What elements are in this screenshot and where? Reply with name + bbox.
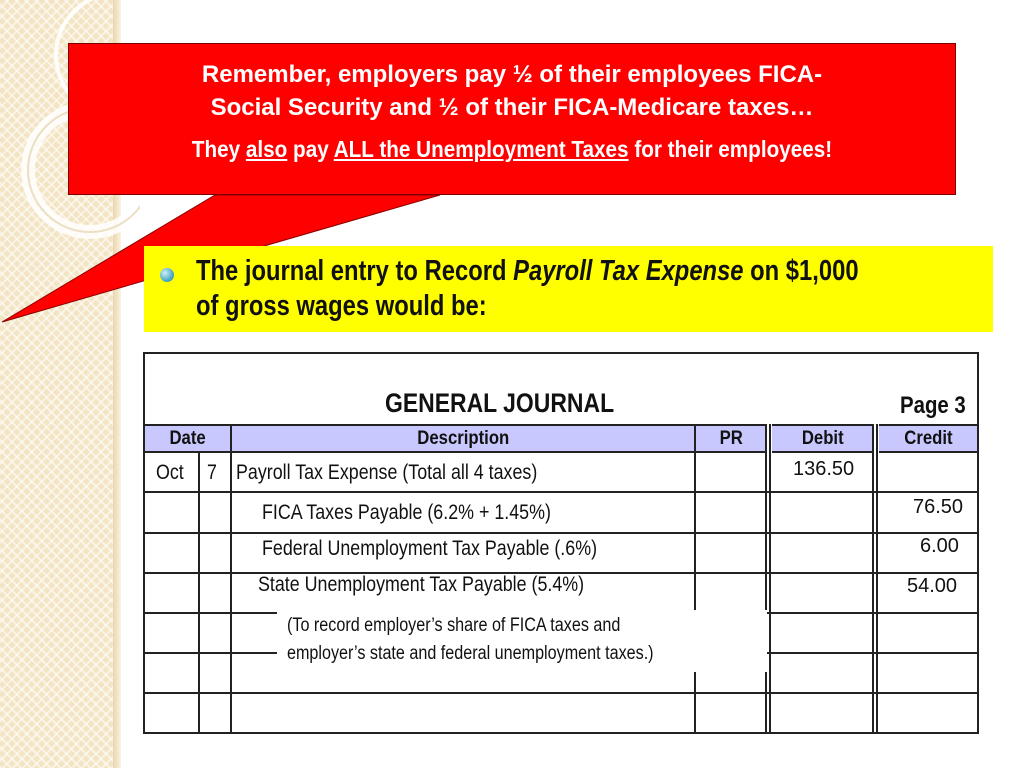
bullet-highlight-box bbox=[144, 246, 993, 332]
grid-line bbox=[145, 692, 977, 694]
callout-emphasis-unemployment: ALL the Unemployment Taxes bbox=[333, 136, 629, 162]
callout-emphasis-also: also bbox=[245, 136, 288, 162]
header-pr bbox=[696, 424, 767, 453]
grid-line bbox=[769, 424, 771, 734]
grid-line bbox=[765, 424, 767, 734]
header-date-label: Date bbox=[169, 427, 206, 449]
entry-description: FICA Taxes Payable (6.2% + 1.45%) bbox=[262, 501, 551, 524]
bullet-icon bbox=[160, 268, 174, 282]
entry-description: State Unemployment Tax Payable (5.4%) bbox=[258, 573, 585, 596]
entry-description: Federal Unemployment Tax Payable (.6%) bbox=[262, 537, 598, 560]
header-debit-label: Debit bbox=[802, 427, 844, 449]
grid-line bbox=[145, 532, 977, 534]
explanation-line-2: employer’s state and federal unemployment taxes.) bbox=[287, 643, 654, 664]
bullet-text bbox=[196, 254, 1016, 324]
callout-line-2: Social Security and ½ of their FICA-Medicare taxes… bbox=[210, 94, 814, 121]
journal-page-number: Page 3 bbox=[900, 392, 966, 419]
header-description bbox=[232, 424, 694, 453]
entry-month: Oct bbox=[156, 461, 184, 484]
grid-line bbox=[876, 424, 878, 734]
employer-tax-reminder-callout bbox=[68, 43, 956, 195]
header-credit-label: Credit bbox=[903, 427, 953, 449]
callout-line-1: Remember, employers pay ½ of their employees FICA- bbox=[201, 61, 823, 88]
entry-debit: 136.50 bbox=[793, 458, 855, 480]
general-journal bbox=[143, 352, 979, 734]
entry-credit: 76.50 bbox=[913, 496, 964, 518]
bullet-line-2: of gross wages would be: bbox=[196, 290, 487, 322]
header-pr-label: PR bbox=[719, 427, 744, 449]
bullet-text-part: on $1,000 bbox=[743, 255, 859, 287]
callout-text: pay bbox=[287, 136, 334, 162]
entry-description: Payroll Tax Expense (Total all 4 taxes) bbox=[236, 461, 538, 484]
entry-day: 7 bbox=[207, 461, 217, 484]
entry-explanation bbox=[287, 612, 654, 668]
bullet-italic-term: Payroll Tax Expense bbox=[513, 255, 744, 287]
entry-credit: 6.00 bbox=[920, 535, 959, 557]
bullet-line-1 bbox=[196, 254, 1016, 289]
grid-line bbox=[872, 424, 874, 734]
explanation-line-1: (To record employer’s share of FICA taxes and bbox=[287, 615, 621, 636]
entry-credit: 54.00 bbox=[907, 575, 958, 597]
callout-line-3 bbox=[113, 136, 910, 163]
journal-title: GENERAL JOURNAL bbox=[385, 388, 615, 418]
header-description-label: Description bbox=[417, 427, 509, 449]
callout-text: for their employees! bbox=[628, 136, 833, 162]
header-debit bbox=[772, 424, 874, 453]
grid-line bbox=[230, 424, 232, 734]
bullet-text-part: The journal entry to Record bbox=[196, 255, 514, 287]
header-date bbox=[145, 424, 230, 453]
grid-line bbox=[145, 491, 977, 493]
grid-line bbox=[694, 424, 696, 734]
header-credit bbox=[879, 424, 977, 453]
callout-text: They bbox=[191, 136, 246, 162]
